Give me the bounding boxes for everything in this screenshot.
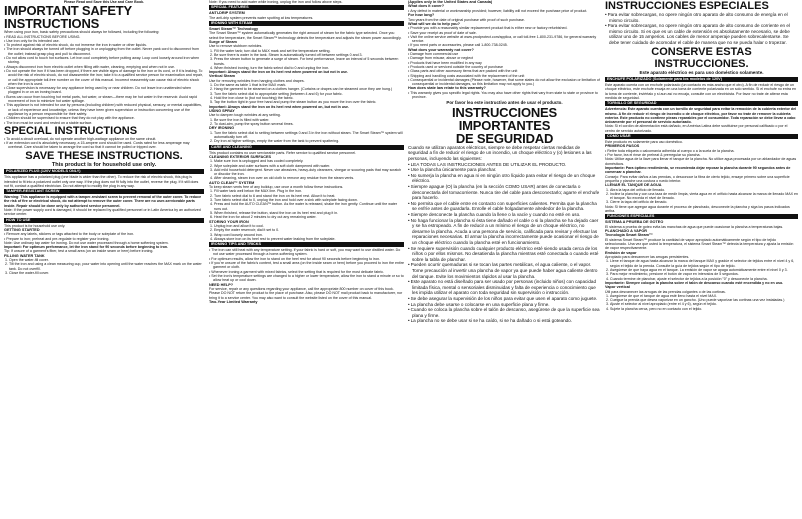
cleaning-heading: CLEANING EXTERIOR SURFACES (209, 154, 272, 159)
list-item: • Provide you with a reasonably similar replacement product that is either new or factory refurbished. (412, 26, 601, 30)
nota-llenar: Nota: Si tiene que agregar agua durante el proceso de planchado, desconecte la plancha y siga los pasos indicados arriba. (605, 204, 790, 213)
list-item: • Para evitar sobrecargas, no opere ningún otro aparato de alto consumo de corriente en el mismo circuito. Si es que es un cable de extensión es absolutamente necesario, se debe utilizar uno de 15 amperios. Los cables de menor amperaje pueden sobrecalentarse. Se debe tener cuidado de acomodar el cable de manera que no se pueda halar o tropezar. (609, 23, 798, 45)
section-bar-funciones: FUNCIONES ESPECIALES (605, 214, 798, 219)
will-do-list (408, 26, 601, 47)
list-item: 2. Wipe soleplate and outer surfaces with a soft cloth dampened with water. (214, 164, 404, 168)
title-es-special: INSTRUCCIONES ESPECIALES (605, 0, 769, 12)
note-add-water: Note: If you need to add water while ironing, unplug the iron and follow above steps. (209, 0, 343, 4)
spray-text: Use to dampen tough wrinkles at any setting. (209, 113, 281, 118)
list-item: 1. Make sure iron is unplugged and has cooled completely. (214, 159, 404, 163)
will-do-heading: What will we do to help you? (408, 21, 460, 26)
vertical-heading: Vertical Steam (209, 74, 235, 79)
warranty-heading: Two-Year Limited Warranty (209, 299, 258, 304)
list-item: • READ ALL INSTRUCTIONS BEFORE USING. (8, 35, 204, 39)
spanish-read-note: Por favor lea este instructivo antes de usar el producto. (446, 100, 563, 106)
list-item: • If an extension cord is absolutely necessary, a 15-ampere cord should be used. Cords rated for less amperage may overheat. Care should be taken to arrange the cord so that it cannot be pulled or tripped over. (8, 141, 204, 150)
list-item: • Se debe asegurar la supervisión de los niños para evitar que usen el aparato como juguete. (412, 296, 601, 302)
column-english-usage (209, 0, 404, 519)
list-item: • Any defect in material or workmanship provided; however, liability will not exceed the purchase price of product. (412, 9, 601, 13)
section-bar-tamper: TAMPER-RESISTANT SCREW (4, 189, 204, 194)
tecnologia-heading: Tecnología Smart Steam™ (605, 233, 653, 238)
storing-heading: STORING YOUR IRON (209, 219, 249, 224)
list-item: 2. Dry iron at higher settings, empty the water from the tank to prevent spattering. (214, 139, 404, 143)
list-item: • The iron must be used and rested on a stable surface. (8, 121, 204, 125)
list-item: 3. Turn the fabric select dial to appropriate setting (between 4 and 6) for your fabric. (214, 92, 404, 96)
list-item: 1. Be sure the iron is filled with water. (214, 118, 404, 122)
emision-steps (605, 259, 798, 280)
safety-list (4, 35, 204, 125)
section-bar-enchufe: ENCHUFE POLARIZADO (Solamente para los modelos de 120V) (605, 77, 798, 82)
list-item: • Se requiere supervisión cuando cualquier producto eléctrico esté siendo usada cerca de los niños o por ellos mismos. No desatienda la plancha mientras esté conectada o cuando esté sobre la tabla de planchar. (412, 246, 601, 263)
list-item: • Pueden ocurrir quemaduras si se tocan las partes metálicas, el agua caliente, o el vapor. Tome precaución al invertir una plancha de vapor ya que puede haber agua caliente dentro del tanque. Evite los movimientos rápidos al usar la plancha. (412, 262, 601, 279)
list-item: 1. Abra la tapa del orificio de llenado. (610, 188, 798, 192)
list-item: 1. Fill the water tank; turn dial to MAX mark and set the temperature setting. (214, 49, 404, 53)
list-item: • Do not allow cord to touch hot surfaces. Let iron cool completely before putting away. Loop cord loosely around iron when storing. (8, 56, 204, 65)
howto-text: This product is for household use only. (4, 223, 66, 228)
title-special: SPECIAL INSTRUCTIONS (4, 124, 138, 137)
ironing-tips-list (209, 248, 404, 282)
column-english-safety (4, 0, 204, 519)
title-es-safety: DE SEGURIDAD (455, 130, 554, 146)
list-item: • To protect against risk of electric shock, do not immerse the iron in water or other liquids. (8, 43, 204, 47)
list-item: • Visit the online service website at www.prodprotect.com/applica, or call toll-free 1-800-231-9786, for general warranty service. (412, 35, 601, 44)
llenar-heading: LLENAR EL TANQUE DE AGUA (605, 183, 662, 188)
emision-heading: Emisión de vapor (605, 250, 637, 255)
list-item: 2. Incline la plancha y con una taza de medir limpia, vierta agua en el orificio hasta alcanzar la marca de llenado MAX en el tanque. No exceda el nivel de llenado. (610, 192, 798, 201)
enchufe-text: Este aparato cuenta con un enchufe polarizado (un contacto es más ancho que el otro). A fin de reducir el riesgo de un choque eléctrico, este enchufe encaja en una toma de corriente polarizada en un solo sentido. Si el enchufe no entra en la toma de corriente, inviértalo y si aun así no encaja, consulte con un electricista. Por favor no trate de alterar esta medida de seguridad. (605, 83, 796, 100)
surge-text: Use to remove stubborn wrinkles. (209, 44, 263, 49)
list-item: 5. Tap the button tight in your free hand and pump the steam button as you move the iron over the fabric. (214, 100, 404, 104)
list-item: • Damage from misuse, abuse or neglect (412, 56, 601, 60)
list-item: • Children should be supervised to ensure that they do not play with the appliance. (8, 116, 204, 120)
cleaning-steps (209, 159, 404, 180)
list-item: 1. Do the same as table 1 that is the MAX mark. (214, 83, 404, 87)
list-item: • Do not operate the iron if it has been dropped, if there are visible signs of damage to the iron or its cord, or if it is leaking. To avoid the risk of electric shock, do not disassemble the iron; take it to a qualified service person for examination and repair, or call the appropriate toll-free number on the cover of this manual. Incorrect reassembly can cause risk of electric shock when the iron is used. (8, 69, 204, 86)
antigoteo-heading: SISTEMA A PRUEBA DE GOTEO (605, 220, 664, 225)
list-item: 3. Press the steam button to generate a surge of steam. For best performance, leave an interval of 5 seconds between bursts. (214, 57, 404, 66)
need-help-heading: NEED HELP? (209, 282, 234, 287)
list-item: 4. Always store iron on its heel rest to prevent water leaking from the soleplate. (214, 237, 404, 241)
list-item: • Burns can occur from touching hot metal parts, hot water, or steam—there may be hot water in the reservoir. Avoid rapid movement of iron to minimize hot water spillage. (8, 95, 204, 104)
list-item: 4. Hold the iron close to (but not touching) the fabric. (214, 96, 404, 100)
list-item: • This appliance is not intended for use by persons (including children) with reduced physical, sensory, or mental capabilities, or lack of experience and knowledge, unless they have been given supervision or instruction concerning use of the appliance by a person responsible for their safety. (8, 103, 204, 116)
section-bar-polarized: POLARIZED PLUG (120V MODELS ONLY) (4, 169, 204, 174)
filling-heading: FILLING WATER TANK (4, 253, 45, 258)
spray-steps (209, 118, 404, 127)
list-item: • Remove any labels, stickers or tags attached to the body or soleplate of the iron. (8, 232, 204, 236)
section-bar-tornillo: TORNILLO DE SEGURIDAD (605, 101, 798, 106)
list-item: • For optimum results, allow the iron to stand on the heel rest for about 90 seconds before beginning to iron. (213, 257, 404, 261)
importante-reposar: Importante: Para óptimo rendimiento, se recomienda dejar reposar la plancha durante 90 segundos antes de comenzar a planchar. (605, 165, 791, 175)
antigoteo-text: El sistema a prueba de goteo evita las manchas de agua que puede ocasionar la plancha a temperaturas bajas. (605, 224, 784, 229)
list-item: 4. After cleaning, steam iron over an old cloth to remove any residue from the steam vents. (214, 176, 404, 180)
tecnologia-text: El sistema Smart Steam™ produce la cantidad de vapor apropiado automáticamente según el tipo de tejido seleccionado. Una vez que usted la temperatura, el sistema Smart Steam™ detecta la temperatura y ajusta la emisión de vapor respectivamente. (605, 237, 794, 251)
state-law-list (408, 91, 601, 100)
list-item: 2. Be sure there is water in the tank. Steam is automatically turned off between settings 0 and 3. (214, 53, 404, 57)
list-item: 3. Cierre la tapa del orificio de llenado. (610, 200, 798, 204)
list-item: 4. When finished ironing, turn the fabric select dial to 0 and unplug the iron. (214, 66, 404, 70)
list-item: 2. Hang the garment to be steamed on a clothes hanger. (Curtains or drapes can be steamed once they are hung.) (214, 87, 404, 91)
list-item: • Use la plancha únicamente para planchar. (412, 167, 601, 173)
list-item: 2. Asegúrese de que haya agua en el tanque. La emisión de vapor se apaga automáticamente entre el nivel 0 y 3. (610, 268, 798, 272)
list-item: 2. To dust-aim, pump the spray button several times. (214, 122, 404, 126)
list-item: 3. Wrap cord loosely around iron. (214, 233, 404, 237)
list-item: 3. Add mild household detergent. Never use abrasives, heavy-duty cleansers, vinegar or scouring pads that may scratch or discolor the iron. (214, 168, 404, 177)
anti-drip-text: The anti-drip system prevents water spotting at low temperatures. (209, 15, 314, 20)
list-item: • Products that have been modified in any way (412, 61, 601, 65)
primeros-heading: PRIMEROS PASOS (605, 144, 640, 149)
anti-drip-heading: ANTI-DRIP SYSTEM (209, 11, 245, 16)
tamper-note: Note: If the power supply cord is damaged, it should be replaced by qualified personnel or in Latin America by an authorized service center. (4, 208, 201, 217)
list-item: • The iron should always be turned off before plugging in or unplugging from the outlet. Never yank cord to disconnect from the outlet; instead grasp plug and pull to disconnect. (8, 47, 204, 56)
section-bar-ironing-tips: IRONING TIPS AND TRICKS (209, 242, 404, 247)
list-item: 1. Turn the fabric select dial to setting between settings 0 and 3 in the iron without steam. The Smart Steam™ system will automatically turn off. (214, 131, 404, 140)
nota-agua: Nota: Utilice agua de la llave para llenar el tanque de la plancha. No utilice agua procesada por un ablandador de aguas domésticos. (605, 157, 797, 166)
es-safety-list (408, 162, 601, 324)
autoclean-steps (209, 189, 404, 219)
es-household-note: Este aparato eléctrico es para uso doméstico solamente. (639, 69, 764, 75)
list-item: 4. Sujete la plancha cerca, pero no en contacto con el tejido. (610, 307, 798, 311)
autoclean-heading: AUTO CLEAN™ SYSTEM (209, 180, 255, 185)
es-intro: Cuando se utilizan aparatos eléctricos, siempre se debe respetar ciertas medidas de seguridad a fin de reducir el riesgo de un incendio, un choque eléctrico y (o) lesiones a las personas, incluyendo las siguientes: (408, 144, 592, 162)
list-item: 3. Para mejor rendimiento, presione el botón de vapor en intervalos de 5 segundos. (610, 272, 798, 276)
list-item: • Close supervision is necessary for any appliance being used by or near children. Do not leave iron unattended when plugged in or on an ironing board. (8, 86, 204, 95)
list-item: • The iron can still heat with any temperature setting. If your fabric is hard or soft, you may want to use distilled water. Do not use water processed through a home-softening system. (213, 248, 404, 257)
title-safety: IMPORTANT SAFETY INSTRUCTIONS (4, 3, 132, 32)
need-help-text: For service, repair or any questions regarding your appliance, call the appropriate 800 number on cover of this book. Please DO NOT return the product to the place of purchase. Also, please DO NOT mail product back to manufacturer, nor bring it to a service center. You may also want to consult the website listed on the cover of this manual. (209, 286, 403, 300)
surge-steps (209, 49, 404, 70)
getting-started-list (4, 232, 204, 241)
importante-talon: Importante: Siempre coloque la plancha sobre el talón de descanso cuando esté encendida y no en uso. (605, 280, 784, 285)
list-item: • No haga funcionar la plancha si ésta tiene dañado el cable o si la plancha se ha dejado caer y se ha estropeado. A fin de reducir a un mínimo el riesgo de un choque eléctrico, no desarme la plancha. Acuda a una persona de servicio, calificada para revisar y efectuar las reparaciones necesarias. El armar la plancha incorrectamente puede ocasionar el riesgo de un choque eléctrico cuando la plancha esté en funcionamiento. (412, 218, 601, 246)
autoclean-text: To keep steam vents free of any buildup, use once a month follow these instructions. (209, 185, 344, 190)
list-item: 3. Close the water-fill cover. (9, 271, 204, 275)
title-es-save: CONSERVE ESTAS INSTRUCCIONES. (651, 45, 752, 70)
list-item: • Prepare to iron; preheat and pre-regulate to register your ironing. (8, 237, 204, 241)
consejo-text: Consejo: Para evitar daños a las prendas, o desconoce la fibra de cierto tejido, ensaye primero sobre una superficie pequeña y planche una costura o ruedo interior. (605, 174, 790, 183)
section-bar-ironing-steam: IRONING WITH STEAM (209, 21, 404, 26)
section-bar-care: CARE AND CLEANING (209, 145, 404, 150)
how-long-heading: For how long? (408, 13, 435, 18)
list-item: 2. Cuelgue la prenda que desea vaporizar en un gancho. (Uno puede vaporizar las cortinas una vez instaladas.) (610, 298, 798, 302)
list-item: 1. Open the water-fill cover. (9, 258, 204, 262)
list-item: • Products used or serviced outside the country of purchase (412, 65, 601, 69)
list-item: • Save your receipt as proof of date of sale. (412, 31, 601, 35)
list-item: • Para evitar sobrecargas, no opere ningún otro aparato de alto consumo de energía en el mismo circuito. (609, 12, 798, 23)
list-item: • Consequential or incidental damages (Please note, however, that some states do not allow the exclusion or limitation of consequential or incidental damages, so this limitation may not apply to you.) (412, 78, 601, 87)
list-item: • Whenever ironing a garment with mixed fabrics, select the setting that is required for the most delicate fabric. (213, 270, 404, 274)
state-law-heading: How does state law relate to this warranty? (408, 86, 486, 91)
list-item: • If you're unsure of the fabric's content, test a small area (on the inside seam or hem) before you proceed to iron the entire garment or cloth. (213, 261, 404, 270)
not-cover-list (408, 52, 601, 86)
list-item: 2. Turn fabric select dial to 6 and stand the iron on its heel rest. Allow it to heat. (214, 194, 404, 198)
primeros-list (605, 149, 798, 158)
es-special-list (605, 12, 798, 46)
list-item: 2. Empty the water reservoir; dial it set to 0. (214, 228, 404, 232)
list-item: • No sumerja la plancha en agua ni en ningún otro líquido para evitar el riesgo de un choque eléctrico. (412, 173, 601, 184)
special-list (4, 137, 204, 150)
list-item: • Damage from commercial use (412, 52, 601, 56)
list-item: • Siempre apague (O) la plancha (en la sección COMO USAR) antes de conectarla o desconectarla del tomacorriente. Nunca tire del cable para desconectarlo; agarre el enchufe para hacerlo. (412, 184, 601, 201)
spray-heading: USING SPRAY (209, 108, 235, 113)
list-item: • Shipping and handling costs associated with the replacement of the unit (412, 74, 601, 78)
list-item: • Cuando se coloca la plancha sobre el talón de descanso, asegúrese de que la superficie sea plana y firme. (412, 307, 601, 318)
important-heel-rest-2: Important: Always stand the iron on its heel rest when powered on, but not in use. (209, 104, 350, 109)
list-item: 1. Asegúrese de que el tanque de agua esté lleno hasta el nivel MAX. (610, 294, 798, 298)
important-preheat: Important: For optimum performance, let the iron stand for 90 seconds before beginning to iron. (4, 245, 169, 250)
tornillo-text: Advertencia: Este aparato cuenta con un tornillo de seguridad para evitar la remoción de la cubierta exterior del mismo. A fin de reducir el riesgo de incendio o de choque eléctrico, por favor no trate de remover la cubierta exterior. Este producto no contiene piezas reparables por el consumidor. Toda reparación se debe llevar a cabo únicamente por el personal de servicio autorizado. (605, 107, 797, 125)
how-long-text: Two years from the date of original purchase with proof of such purchase. (408, 17, 525, 22)
title-es-important: INSTRUCCIONES IMPORTANTES (451, 104, 558, 133)
list-item: 1. Llene el tanque de agua hasta alcanzar la marca del tanque MAX y gradúe el selector de tejidos entre el nivel 4 y 6, según el tejido de la prenda. Consulte la guía de tejidos según el tipo de tejido. (610, 259, 798, 268)
smart-steam-heading: Smart Steam™ Technology (209, 27, 259, 31)
list-item: 6. Heat the iron for about 2 minutes to dry out any remaining water. (214, 215, 404, 219)
warranty-scope: (Applies only in the United States and Canada) (408, 0, 493, 4)
what-covered-heading: What does it cover? (408, 4, 445, 9)
title-save: SAVE THESE INSTRUCTIONS. (25, 149, 183, 162)
what-covered-list (408, 9, 601, 13)
list-item: • LEA TODAS LAS INSTRUCCIONES ANTES DE UTILIZAR EL PRODUCTO. (412, 162, 601, 168)
list-item: • No permita que el cable entre en contacto con superficies calientes. Permita que la plancha se enfríe antes de guardarla. Enrolle el cable holgadamente alrededor de la plancha. (412, 201, 601, 212)
column-warranty-spanish (408, 0, 601, 519)
list-item: 3. Turn fabric select dial to 0, unplug the iron and hold over a sink with soleplate facing down. (214, 198, 404, 202)
vertical-text: Use for removing wrinkles from hanging clothes and drapes. (209, 78, 305, 83)
list-item: • Use iron only for its intended use. (8, 39, 204, 43)
dry-ironing-heading: DRY IRONING (209, 126, 235, 131)
list-item: • Glass parts and other accessory items that are packed with the unit (412, 69, 601, 73)
list-item: • This warranty gives you specific legal rights. You may also have other rights that vary from state to state or province to province. (412, 91, 601, 100)
list-item: 5. When finished, release the button, stand the iron on its heel rest and plug it in. (214, 211, 404, 215)
list-item: 4. Press and hold the AUTO CLEAN™ button. As the water is released, shake the iron gently. Continue until the water runs out. (214, 202, 404, 211)
list-item: • To avoid a circuit overload, do not operate another high-wattage appliance on the same circuit. (8, 137, 204, 141)
list-item: 4. Cuando termine de planchar, ajuste el selector de tejidos a la posición "0" y desconecte la plancha. (610, 277, 798, 281)
section-bar-howto: HOW TO USE (4, 218, 204, 223)
vertical-es-heading: Vapor vertical (605, 285, 630, 290)
household-note: This product is for household use only. (51, 161, 157, 168)
tip-fabric: Tip: If unsure of a garment's fiber, test a small area (on an inside seam or hem) before ironing. (4, 249, 154, 254)
important-heel-rest: Important: Always stand the iron on its heel rest when powered on but not in use. (209, 70, 349, 75)
list-item: • If you need parts or accessories, please call 1-800-738-0245. (412, 43, 601, 47)
section-bar-como-usar: COMO USAR (605, 134, 798, 139)
section-bar-special-features: SPECIAL FEATURES (209, 5, 404, 10)
list-item: 1. Unplug iron and allow it to cool. (214, 224, 404, 228)
tornillo-note: Nota: Si el cordón de alimentación está dañado, en América Latina debe sustituirse por personal calificado o por el centro de servicio autorizado. (605, 124, 788, 133)
vertical-es-text: Útil para desvanecer las arrugas de las prendas colgantes o de las cortinas. (605, 289, 726, 294)
list-item: • Siempre desconecte la plancha cuando la llene o la vacíe y cuando no esté en uso. (412, 212, 601, 218)
list-item: 1. Fill water tank well below the MAX line. Plug in the iron. (214, 189, 404, 193)
emision-text: Apropiado para desvanecer las arrugas persistentes. (605, 255, 690, 260)
dry-steps (209, 131, 404, 144)
list-item: • Retire toda etiqueta o calcomanía adherida al cuerpo o a la suela de la plancha. (609, 149, 798, 153)
list-item: • Always disconnect iron from electric outlet when filling with water, cleaning, emptying and when not in use. (8, 65, 204, 69)
intro-text: When using your iron, basic safety precautions should always be followed, including the following: (4, 30, 160, 35)
tagline: Please Read and Save this Use and Care Book. (63, 0, 145, 4)
planchado-heading: PLANCHADO A VAPOR (605, 229, 648, 233)
list-item: • La plancha no se debe usar si se ha caído, si se ha dañado o si está goteando. (412, 318, 601, 324)
note-water: Note: Use ordinary tap water for ironing. Do not use water processed through a home softening system. (4, 240, 169, 245)
llenar-steps (605, 188, 798, 205)
list-item: 3. Ajuste el selector al nivel apropiado (entre el 4 y 6), según el tejido. (610, 302, 798, 306)
list-item: • Set the iron's temperature settings are changed to a higher or lower temperature, allow the iron to stand a minute or so to allow heat up or cool down. (213, 274, 404, 283)
list-item: • Este aparato no está diseñado para ser usado por personas (incluido niños) con capacidad limitada física, mental o sensoriales disminuidas y falta de experiencia o conocimiento que les impida utilizar el aparato con toda seguridad sin supervisión o instrucción. (412, 279, 601, 296)
vertical-es-steps (605, 294, 798, 311)
list-item: • Por favor, lea el rinse de preheat & prerregular su plancha. (609, 153, 798, 157)
column-spanish-usage (605, 0, 798, 519)
list-item: 2. Tilt the iron and using a clean measuring cup, pour water into opening until the water reaches the MAX mark on the water tank. Do not overfill. (9, 262, 204, 271)
como-text: Este producto es solamente para uso doméstico. (605, 140, 683, 145)
storing-steps (209, 224, 404, 241)
getting-started-heading: GETTING STARTED (4, 227, 40, 232)
care-text: This product contains no user serviceable parts. Refer service to qualified service personnel. (209, 150, 357, 155)
list-item: • La plancha debe usarse o colocarse en una superficie plana y firme. (412, 302, 601, 308)
tamper-warning: Warning: This appliance is equipped with a tamper-resistant screw to prevent removal of the outer cover. To reduce the risk of fire or electrical shock, do not attempt to remove the outer cover. There are no user-serviceable parts inside. Repair should be done only by authorized service personnel. (4, 195, 202, 208)
smart-steam-text: The Smart Steam™ system automatically generates the right amount of steam for the fabric type selected. Once you select the temperature, the Smart Steam™ technology detects the temperature and adjusts the steam power accordingly. (209, 31, 402, 40)
polarized-text: This appliance has a polarized plug (one blade is wider than the other). To reduce the risk of electric shock, this plug is intended to fit into a polarized outlet only one way. If the plug does not fit fully into the outlet, reverse the plug. If it still does not fit, contact a qualified electrician. Do not attempt to modify the plug in any way. (4, 175, 199, 188)
surge-heading: Surge of Steam (209, 40, 237, 44)
vertical-steps (209, 83, 404, 104)
filling-steps (4, 258, 204, 275)
not-cover-heading: What does your warranty not cover? (408, 47, 474, 52)
